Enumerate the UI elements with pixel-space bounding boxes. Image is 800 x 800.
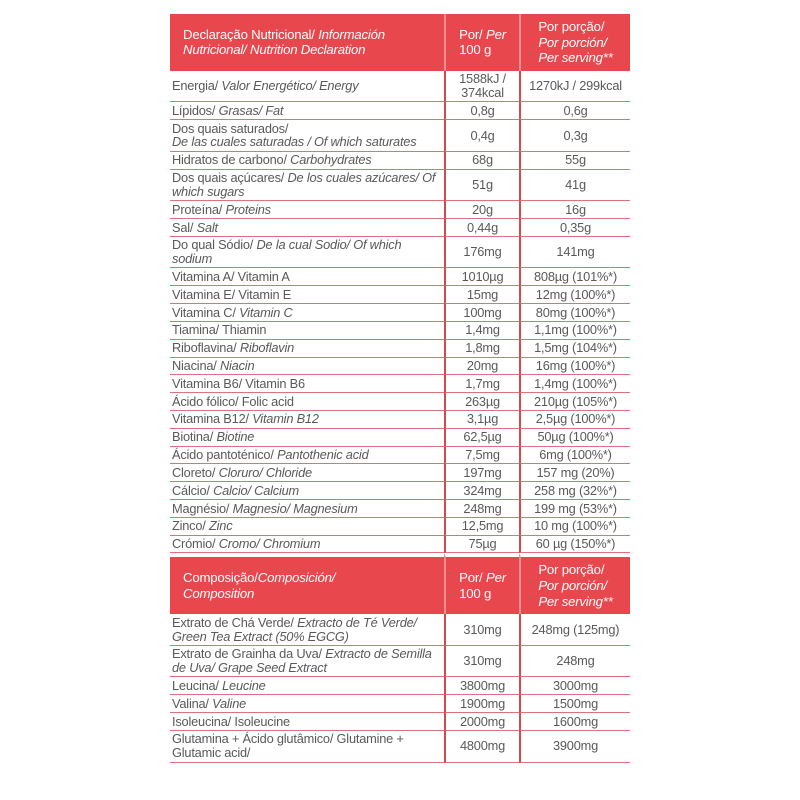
nutrient-label: Cloreto/ Cloruro/ Chloride [170, 464, 444, 482]
value-per-serving: 1500mg [519, 695, 630, 713]
value-per-100g: 20mg [444, 358, 519, 376]
value-per-serving: 60 µg (150%*) [519, 536, 630, 554]
value-per-serving: 2,5µg (100%*) [519, 411, 630, 429]
value-per-serving: 0,35g [519, 219, 630, 237]
nutrient-label: Zinco/ Zinc [170, 518, 444, 536]
nutrient-label: Vitamina E/ Vitamin E [170, 286, 444, 304]
table-row [170, 120, 630, 152]
value-per-100g: 68g [444, 152, 519, 170]
value-per-serving: 1,5mg (104%*) [519, 340, 630, 358]
value-per-serving: 141mg [519, 237, 630, 269]
value-per-100g: 1,4mg [444, 322, 519, 340]
nutrient-label: Valina/ Valine [170, 695, 444, 713]
nutrient-label: Cálcio/ Calcio/ Calcium [170, 482, 444, 500]
value-per-100g: 0,44g [444, 219, 519, 237]
value-per-serving: 16g [519, 201, 630, 219]
table-row [170, 358, 630, 376]
value-per-serving: 1,4mg (100%*) [519, 375, 630, 393]
nutrient-label: Energia/ Valor Energético/ Energy [170, 71, 444, 103]
table-row [170, 447, 630, 465]
table-row [170, 237, 630, 269]
table-row [170, 219, 630, 237]
value-per-100g: 3,1µg [444, 411, 519, 429]
value-per-100g: 2000mg [444, 713, 519, 731]
value-per-serving: 16mg (100%*) [519, 358, 630, 376]
nutrient-label: Crómio/ Cromo/ Chromium [170, 536, 444, 554]
nutrient-label: Magnésio/ Magnesio/ Magnesium [170, 500, 444, 518]
table-row [170, 268, 630, 286]
table-row [170, 695, 630, 713]
table-row [170, 322, 630, 340]
nutrient-label: Glutamina + Ácido glutâmico/ Glutamine + Glutamic acid/ [170, 731, 444, 763]
col-header-per-serving: Por porção/ Por porción/ Per serving** [519, 553, 630, 614]
section-header-row [170, 14, 630, 71]
nutrient-label: Niacina/ Niacin [170, 358, 444, 376]
col-header-per-100g: Por/ Per 100 g [444, 553, 519, 614]
nutrient-label: Extrato de Chá Verde/ Extracto de Té Verde/ Green Tea Extract (50% EGCG) [170, 614, 444, 646]
value-per-100g: 1588kJ / 374kcal [444, 71, 519, 103]
value-per-serving: 3000mg [519, 677, 630, 695]
nutrient-label: Proteína/ Proteins [170, 201, 444, 219]
nutrient-label: Riboflavina/ Riboflavin [170, 340, 444, 358]
table-row [170, 614, 630, 646]
value-per-100g: 12,5mg [444, 518, 519, 536]
value-per-100g: 1900mg [444, 695, 519, 713]
nutrient-label: Ácido fólico/ Folic acid [170, 393, 444, 411]
value-per-100g: 1,8mg [444, 340, 519, 358]
value-per-100g: 263µg [444, 393, 519, 411]
section-header-row [170, 553, 630, 614]
value-per-serving: 55g [519, 152, 630, 170]
value-per-100g: 324mg [444, 482, 519, 500]
value-per-100g: 310mg [444, 614, 519, 646]
table-row [170, 500, 630, 518]
value-per-100g: 51g [444, 170, 519, 202]
table-row [170, 677, 630, 695]
nutrient-label: Do qual Sódio/ De la cual Sodio/ Of which sodium [170, 237, 444, 269]
value-per-100g: 0,4g [444, 120, 519, 152]
nutrient-label: Vitamina A/ Vitamin A [170, 268, 444, 286]
value-per-serving: 248mg [519, 646, 630, 678]
value-per-serving: 50µg (100%*) [519, 429, 630, 447]
nutrient-label: Hidratos de carbono/ Carbohydrates [170, 152, 444, 170]
nutrient-label: Leucina/ Leucine [170, 677, 444, 695]
table-row [170, 201, 630, 219]
value-per-serving: 258 mg (32%*) [519, 482, 630, 500]
value-per-serving: 1600mg [519, 713, 630, 731]
nutrient-label: Tiamina/ Thiamin [170, 322, 444, 340]
nutrient-label: Vitamina B6/ Vitamin B6 [170, 375, 444, 393]
value-per-serving: 157 mg (20%) [519, 464, 630, 482]
value-per-serving: 808µg (101%*) [519, 268, 630, 286]
table-row [170, 286, 630, 304]
value-per-100g: 20g [444, 201, 519, 219]
value-per-100g: 7,5mg [444, 447, 519, 465]
value-per-100g: 3800mg [444, 677, 519, 695]
value-per-serving: 3900mg [519, 731, 630, 763]
value-per-serving: 12mg (100%*) [519, 286, 630, 304]
value-per-serving: 0,6g [519, 102, 630, 120]
nutrition-facts-table [170, 14, 630, 763]
nutrient-label: Ácido pantoténico/ Pantothenic acid [170, 447, 444, 465]
nutrient-label: Dos quais açúcares/ De los cuales azúcares/ Of which sugars [170, 170, 444, 202]
value-per-100g: 197mg [444, 464, 519, 482]
table-row [170, 152, 630, 170]
value-per-serving: 199 mg (53%*) [519, 500, 630, 518]
nutrient-label: Isoleucina/ Isoleucine [170, 713, 444, 731]
value-per-serving: 210µg (105%*) [519, 393, 630, 411]
value-per-100g: 4800mg [444, 731, 519, 763]
section-title: Composição/Composición/ Composition [170, 553, 444, 614]
nutrient-label: Vitamina C/ Vitamin C [170, 304, 444, 322]
table-row [170, 102, 630, 120]
table-row [170, 340, 630, 358]
table-row [170, 375, 630, 393]
table-row [170, 411, 630, 429]
value-per-100g: 1010µg [444, 268, 519, 286]
table-row [170, 646, 630, 678]
value-per-100g: 1,7mg [444, 375, 519, 393]
table-row [170, 429, 630, 447]
nutrient-label: Lípidos/ Grasas/ Fat [170, 102, 444, 120]
table-row [170, 536, 630, 554]
col-header-per-100g: Por/ Per 100 g [444, 14, 519, 71]
value-per-serving: 1270kJ / 299kcal [519, 71, 630, 103]
value-per-serving: 0,3g [519, 120, 630, 152]
nutrition-label [170, 14, 630, 763]
table-row [170, 713, 630, 731]
nutrient-label: Sal/ Salt [170, 219, 444, 237]
value-per-serving: 1,1mg (100%*) [519, 322, 630, 340]
table-row [170, 518, 630, 536]
value-per-serving: 10 mg (100%*) [519, 518, 630, 536]
value-per-100g: 15mg [444, 286, 519, 304]
value-per-100g: 100mg [444, 304, 519, 322]
value-per-100g: 176mg [444, 237, 519, 269]
section-title: Declaração Nutricional/ Información Nutricional/ Nutrition Declaration [170, 14, 444, 71]
value-per-100g: 0,8g [444, 102, 519, 120]
table-row [170, 304, 630, 322]
value-per-100g: 62,5µg [444, 429, 519, 447]
value-per-serving: 80mg (100%*) [519, 304, 630, 322]
value-per-100g: 75µg [444, 536, 519, 554]
table-row [170, 464, 630, 482]
value-per-100g: 310mg [444, 646, 519, 678]
nutrient-label: Vitamina B12/ Vitamin B12 [170, 411, 444, 429]
table-row [170, 393, 630, 411]
table-row [170, 482, 630, 500]
value-per-serving: 6mg (100%*) [519, 447, 630, 465]
value-per-100g: 248mg [444, 500, 519, 518]
value-per-serving: 41g [519, 170, 630, 202]
col-header-per-serving: Por porção/ Por porción/ Per serving** [519, 14, 630, 71]
table-row [170, 71, 630, 103]
table-row [170, 170, 630, 202]
nutrient-label: Dos quais saturados/ De las cuales saturadas / Of which saturates [170, 120, 444, 152]
nutrient-label: Biotina/ Biotine [170, 429, 444, 447]
nutrient-label: Extrato de Grainha da Uva/ Extracto de Semilla de Uva/ Grape Seed Extract [170, 646, 444, 678]
value-per-serving: 248mg (125mg) [519, 614, 630, 646]
table-row [170, 731, 630, 763]
